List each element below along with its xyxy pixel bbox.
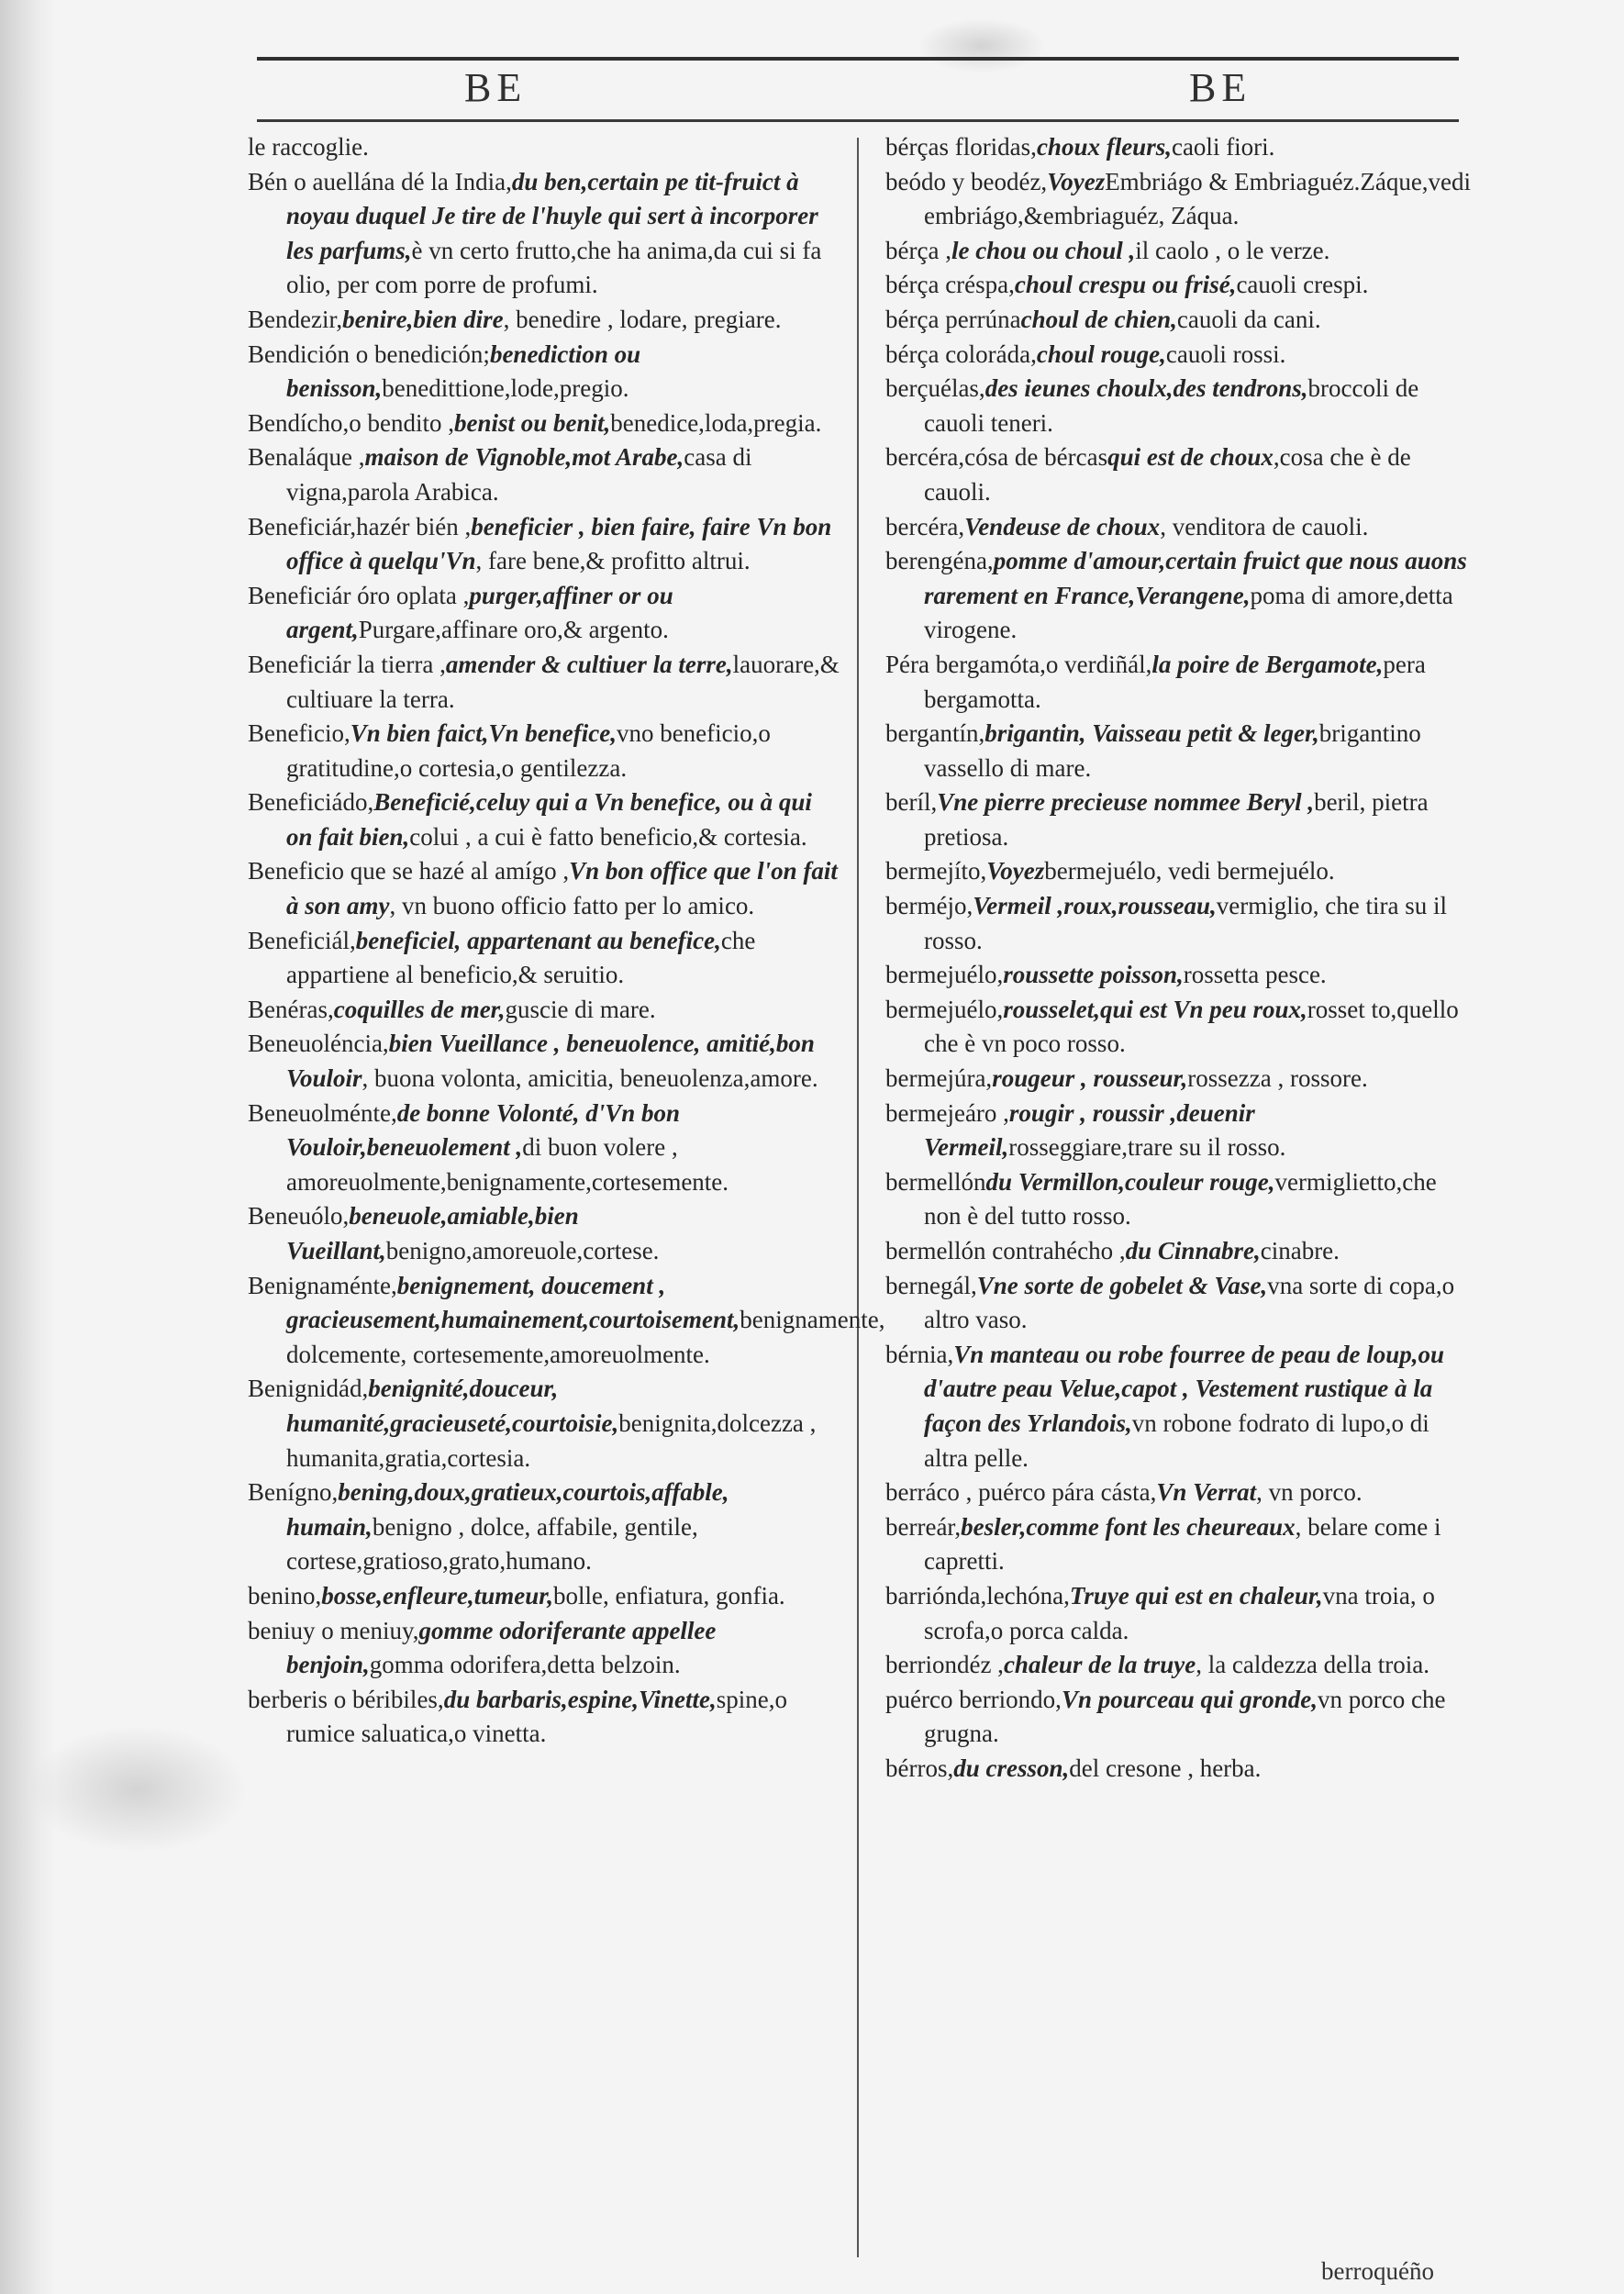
dictionary-entry [248, 510, 844, 579]
entry-french: coquilles de mer, [333, 995, 506, 1023]
entry-italian: di buon volere , amoreuolmente,benignamente,cortesemente. [286, 1133, 729, 1196]
entry-french: Voyez [1047, 167, 1106, 195]
entry-italian: , belare come i capretti. [924, 1512, 1441, 1576]
entry-italian: , vn porco. [1256, 1478, 1363, 1507]
entry-headword: bérça , [885, 236, 951, 264]
entry-headword: Beneficiár la tierra , [248, 650, 446, 678]
dictionary-entry [885, 372, 1477, 440]
entry-italian: , fare bene,& profitto altrui. [475, 547, 751, 575]
entry-headword: Beneuólo, [248, 1202, 350, 1231]
entry-french: bosse,enfleure,tumeur, [321, 1581, 554, 1609]
dictionary-entry [248, 406, 844, 441]
entry-italian: beril, pietra pretiosa. [924, 788, 1429, 851]
entry-italian: vno beneficio,o gratitudine,o cortesia,o gentilezza. [286, 719, 771, 782]
entry-headword: Benignaménte, [248, 1271, 397, 1299]
entry-italian: bolle, enfiatura, gonfia. [553, 1581, 785, 1609]
right-column [885, 130, 1477, 1787]
entry-french: Beneficié,celuy qui a Vn benefice, ou à qui on fait bien, [286, 788, 812, 851]
entry-headword: berçuélas, [885, 374, 985, 403]
entry-italian: casa di vigna,parola Arabica. [286, 443, 752, 506]
entry-french: du Cinnabre, [1125, 1237, 1261, 1264]
entry-french: rousselet,qui est Vn peu roux, [1003, 995, 1307, 1023]
entry-italian: vn robone fodrato di lupo,o di altra pelle. [924, 1409, 1429, 1472]
entry-french: rougir , roussir ,deuenir Vermeil, [924, 1098, 1255, 1162]
entry-headword: beódo y beodéz, [885, 167, 1048, 195]
dictionary-entry [885, 889, 1477, 958]
entry-headword: beríl, [885, 788, 938, 817]
paper-stain [918, 18, 1046, 73]
entry-french: Vn manteau ou robe fourree de peau de loup,ou d'autre peau Velue,capot , Vestement rustique à la façon des Yrlandois, [924, 1340, 1445, 1437]
entry-headword: Beneuolménte, [248, 1098, 397, 1127]
entry-italian: gomma odorifera,detta belzoin. [369, 1651, 681, 1679]
entry-headword: berreár, [885, 1512, 962, 1541]
entry-headword: benino, [248, 1581, 322, 1609]
entry-italian: le raccoglie. [248, 133, 369, 161]
entry-italian: , buona volonta, amicitia, beneuolenza,amore. [362, 1064, 818, 1093]
entry-headword: bermellón [885, 1167, 986, 1196]
entry-french: du barbaris,espine,Vinette, [443, 1685, 717, 1713]
dictionary-entry [248, 924, 844, 993]
entry-french: de bonne Volonté, d'Vn bon Vouloir,beneuolement , [286, 1098, 681, 1162]
entry-french: chaleur de la truye [1003, 1651, 1196, 1679]
entry-headword: bercéra, [885, 512, 965, 540]
dictionary-entry [248, 1614, 844, 1683]
entry-french: Vn Verrat [1156, 1478, 1257, 1507]
dictionary-entry [885, 717, 1477, 785]
entry-italian: poma di amore,detta virogene. [924, 581, 1453, 644]
entry-french: benignement, doucement , gracieusement,humainement,courtoisement, [286, 1271, 740, 1334]
dictionary-entry [248, 1027, 844, 1096]
entry-headword: Benignidád, [248, 1375, 369, 1403]
entry-french: du ben,certain pe tit-fruict à noyau duquel Je tire de l'huyle qui sert à incorporer les parfums, [286, 167, 818, 264]
running-head-right: BE [1189, 65, 1252, 110]
entry-headword: Beneficio que se hazé al amígo , [248, 857, 570, 885]
entry-headword: bérça coloráda, [885, 340, 1037, 368]
entry-headword: bérça perrúna [885, 305, 1021, 333]
dictionary-entry [885, 1097, 1477, 1165]
entry-headword: Benígno, [248, 1478, 339, 1507]
entry-italian: guscie di mare. [505, 995, 656, 1023]
entry-french: Vne pierre precieuse nommee Beryl , [937, 788, 1315, 817]
entry-italian: rossezza , rossore. [1187, 1064, 1368, 1093]
entry-italian: spine,o rumice saluatica,o vinetta. [286, 1685, 787, 1748]
entry-italian: benigno,amoreuole,cortese. [385, 1237, 660, 1264]
dictionary-entry [248, 648, 844, 717]
entry-french: pomme d'amour,certain fruict que nous auons rarement en France,Verangene, [924, 547, 1467, 609]
dictionary-entry [885, 1062, 1477, 1097]
dictionary-entry [248, 165, 844, 303]
entry-headword: berméjo, [885, 892, 973, 920]
dictionary-entry [885, 1683, 1477, 1752]
entry-italian: benigno , dolce, affabile, gentile, cortese,gratioso,grato,humano. [286, 1512, 698, 1576]
entry-french: brigantin, Vaisseau petit & leger, [984, 719, 1319, 748]
dictionary-entry [248, 130, 844, 165]
header-rule [257, 119, 1459, 122]
entry-italian: cauoli da cani. [1176, 305, 1321, 333]
dictionary-entry [885, 165, 1477, 234]
entry-headword: bérnia, [885, 1340, 954, 1368]
entry-headword: Beneficiár óro oplata , [248, 581, 470, 609]
dictionary-entry [248, 579, 844, 648]
entry-headword: bermejúra, [885, 1064, 993, 1093]
dictionary-entry [885, 234, 1477, 269]
entry-italian: caoli fiori. [1171, 133, 1275, 161]
entry-italian: pera bergamotta. [924, 650, 1426, 713]
entry-french: benire,bien dire [342, 305, 504, 333]
entry-french: des ieunes choulx,des tendrons, [984, 374, 1308, 403]
dictionary-entry [248, 1199, 844, 1268]
entry-french: gomme odoriferante appellee benjoin, [286, 1616, 717, 1679]
entry-italian: broccoli de cauoli teneri. [924, 374, 1419, 437]
entry-french: maison de Vignoble,mot Arabe, [364, 443, 684, 472]
entry-french: benist ou benit, [453, 408, 611, 437]
entry-french: Truye qui est en chaleur, [1069, 1581, 1323, 1609]
dictionary-entry [248, 1097, 844, 1200]
entry-headword: Benaláque , [248, 443, 365, 472]
entry-french: du cresson, [953, 1754, 1070, 1782]
dictionary-entry [248, 785, 844, 854]
dictionary-entry [885, 544, 1477, 648]
entry-french: Voyez [986, 857, 1045, 885]
dictionary-entry [248, 1579, 844, 1614]
entry-french: purger,affiner or ou argent, [286, 581, 673, 644]
entry-french: du Vermillon,couleur rouge, [985, 1167, 1275, 1196]
entry-headword: bermejuélo, [885, 961, 1004, 989]
entry-headword: bercéra,cósa de bércas [885, 443, 1108, 472]
entry-headword: bermejeáro , [885, 1098, 1009, 1127]
dictionary-entry [885, 1165, 1477, 1234]
entry-italian: vna sorte di copa,o altro vaso. [924, 1271, 1455, 1334]
entry-headword: Beneuoléncia, [248, 1030, 389, 1058]
entry-italian: rosset to,quello che è vn poco rosso. [924, 995, 1459, 1058]
dictionary-entry [885, 130, 1477, 165]
entry-italian: brigantino vassello di mare. [924, 719, 1421, 782]
entry-italian: cinabre. [1260, 1237, 1340, 1264]
dictionary-entry [885, 1752, 1477, 1787]
dictionary-entry [885, 1476, 1477, 1510]
entry-italian: è vn certo frutto,che ha anima,da cui si fa olio, per com porre de profumi. [286, 236, 822, 299]
entry-headword: Benéras, [248, 995, 334, 1023]
dictionary-entry [248, 338, 844, 406]
catchword: berroquéño [1321, 2257, 1434, 2285]
entry-headword: bérros, [885, 1754, 954, 1782]
entry-italian: vn porco che grugna. [924, 1685, 1446, 1748]
entry-french: bening,doux,gratieux,courtois,affable, humain, [286, 1478, 729, 1541]
entry-french: Vendeuse de choux [964, 512, 1161, 540]
entry-italian: , la caldezza della troia. [1196, 1651, 1430, 1679]
entry-italian: benignita,dolcezza , humanita,gratia,cortesia. [286, 1409, 817, 1472]
dictionary-entry [885, 268, 1477, 303]
entry-headword: berengéna, [885, 547, 994, 575]
dictionary-entry [885, 1510, 1477, 1579]
entry-headword: bérças floridas, [885, 133, 1037, 161]
entry-italian: , vn buono officio fatto per lo amico. [389, 892, 755, 920]
entry-french: Vermeil ,roux,rousseau, [973, 892, 1217, 920]
dictionary-entry [885, 1234, 1477, 1269]
dictionary-entry [248, 1372, 844, 1476]
entry-headword: berberis o béribiles, [248, 1685, 444, 1713]
entry-headword: Beneficiál, [248, 926, 356, 954]
dictionary-entry [885, 958, 1477, 993]
dictionary-entry [885, 1648, 1477, 1683]
column-divider [857, 138, 859, 2257]
dictionary-entry [248, 1476, 844, 1579]
dictionary-entry [885, 338, 1477, 373]
dictionary-entry [885, 440, 1477, 509]
entry-french: Vn bien faict,Vn benefice, [350, 719, 617, 748]
left-column [248, 130, 885, 1752]
entry-italian: vermiglietto,che non è del tutto rosso. [924, 1167, 1437, 1231]
dictionary-entry [885, 854, 1477, 889]
entry-italian: benedittione,lode,pregio. [382, 374, 629, 403]
entry-italian: , venditora de cauoli. [1160, 512, 1369, 540]
dictionary-entry [885, 648, 1477, 717]
entry-headword: bergantín, [885, 719, 985, 748]
dictionary-entry [885, 785, 1477, 854]
entry-headword: Bendícho,o bendito , [248, 408, 454, 437]
paper-stain [28, 1725, 248, 1854]
top-rule [257, 57, 1459, 61]
entry-italian: rossetta pesce. [1183, 961, 1327, 989]
entry-french: rougeur , rousseur, [992, 1064, 1188, 1093]
entry-italian: vermiglio, che tira su il rosso. [924, 892, 1447, 954]
entry-headword: berriondéz , [885, 1651, 1004, 1679]
entry-french: besler,comme font les cheureaux [961, 1512, 1296, 1541]
dictionary-entry [885, 1269, 1477, 1338]
entry-french: bien Vueillance , beneuolence, amitié,bon Vouloir [286, 1030, 815, 1093]
entry-french: choux fleurs, [1036, 133, 1172, 161]
entry-french: la poire de Bergamote, [1151, 650, 1384, 678]
entry-french: Vne sorte de gobelet & Vase, [976, 1271, 1268, 1299]
dictionary-entry [248, 993, 844, 1028]
entry-italian: cauoli rossi. [1165, 340, 1286, 368]
dictionary-entry [248, 303, 844, 338]
entry-headword: puérco berriondo, [885, 1685, 1062, 1713]
entry-french: choul de chien, [1020, 305, 1177, 333]
entry-french: choul rouge, [1036, 340, 1166, 368]
entry-french: le chou ou choul , [951, 236, 1136, 264]
entry-italian: che appartiene al beneficio,& seruitio. [286, 926, 756, 989]
dictionary-entry [248, 717, 844, 785]
entry-italian: Purgare,affinare oro,& argento. [358, 616, 669, 644]
entry-italian: ,cosa che è de cauoli. [924, 443, 1411, 506]
entry-headword: bernegál, [885, 1271, 977, 1299]
entry-french: beneficiel, appartenant au benefice, [355, 926, 721, 954]
entry-headword: Beneficio, [248, 719, 350, 748]
entry-french: beneficier , bien faire, faire Vn bon office à quelqu'Vn [286, 512, 832, 575]
dictionary-entry [248, 440, 844, 509]
entry-italian: benignamente, dolcemente, cortesemente,amoreuolmente. [286, 1306, 885, 1368]
entry-headword: Bén o auellána dé la India, [248, 167, 512, 195]
dictionary-entry [885, 1338, 1477, 1476]
entry-french: Vn pourceau qui gronde, [1061, 1685, 1318, 1713]
entry-french: benignité,douceur, humanité,gracieuseté,courtoisie, [286, 1375, 619, 1437]
entry-headword: bermejíto, [885, 857, 987, 885]
entry-headword: bérça créspa, [885, 271, 1015, 299]
entry-italian: lauorare,& cultiuare la terra. [286, 650, 840, 713]
entry-italian: Embriágo & Embriaguéz.Záque,vedi embriágo,&embriaguéz, Záqua. [924, 167, 1472, 230]
entry-french: roussette poisson, [1003, 961, 1184, 989]
entry-french: choul crespu ou frisé, [1014, 271, 1237, 299]
entry-headword: Péra bergamóta,o verdiñál, [885, 650, 1152, 678]
entry-italian: bermejuélo, vedi bermejuélo. [1044, 857, 1335, 885]
running-head-left: BE [464, 65, 528, 110]
entry-headword: berráco , puérco pára cásta, [885, 1478, 1157, 1507]
entry-headword: bermejuélo, [885, 995, 1004, 1023]
entry-italian: il caolo , o le verze. [1135, 236, 1330, 264]
entry-french: beneuole,amiable,bien Vueillant, [286, 1202, 579, 1264]
entry-french: amender & cultiuer la terre, [445, 650, 733, 678]
entry-headword: Bendición o benedición; [248, 340, 490, 368]
entry-italian: , benedire , lodare, pregiare. [503, 305, 782, 333]
dictionary-entry [248, 854, 844, 923]
entry-headword: bermellón contrahécho , [885, 1237, 1126, 1264]
entry-headword: Beneficiádo, [248, 788, 374, 817]
dictionary-entry [885, 993, 1477, 1062]
entry-french: qui est de choux [1107, 443, 1274, 472]
dictionary-entry [248, 1683, 844, 1752]
dictionary-entry [248, 1269, 885, 1373]
entry-headword: beniuy o meniuy, [248, 1616, 419, 1644]
entry-headword: Beneficiár,hazér bién , [248, 512, 472, 540]
entry-italian: del cresone , herba. [1069, 1754, 1262, 1782]
entry-french: Vn bon office que l'on fait à son amy [286, 857, 838, 920]
entry-italian: colui , a cui è fatto beneficio,& cortesia. [409, 822, 807, 851]
entry-italian: vna troia, o scrofa,o porca calda. [924, 1581, 1435, 1644]
entry-italian: cauoli crespi. [1236, 271, 1369, 299]
entry-headword: Bendezir, [248, 305, 343, 333]
entry-headword: barriónda,lechóna, [885, 1581, 1070, 1609]
entry-french: benediction ou benisson, [286, 340, 641, 403]
entry-italian: rosseggiare,trare su il rosso. [1008, 1133, 1286, 1162]
dictionary-entry [885, 303, 1477, 338]
dictionary-entry [885, 510, 1477, 545]
page-shadow [0, 0, 55, 2294]
dictionary-entry [885, 1579, 1477, 1648]
entry-italian: benedice,loda,pregia. [610, 408, 822, 437]
